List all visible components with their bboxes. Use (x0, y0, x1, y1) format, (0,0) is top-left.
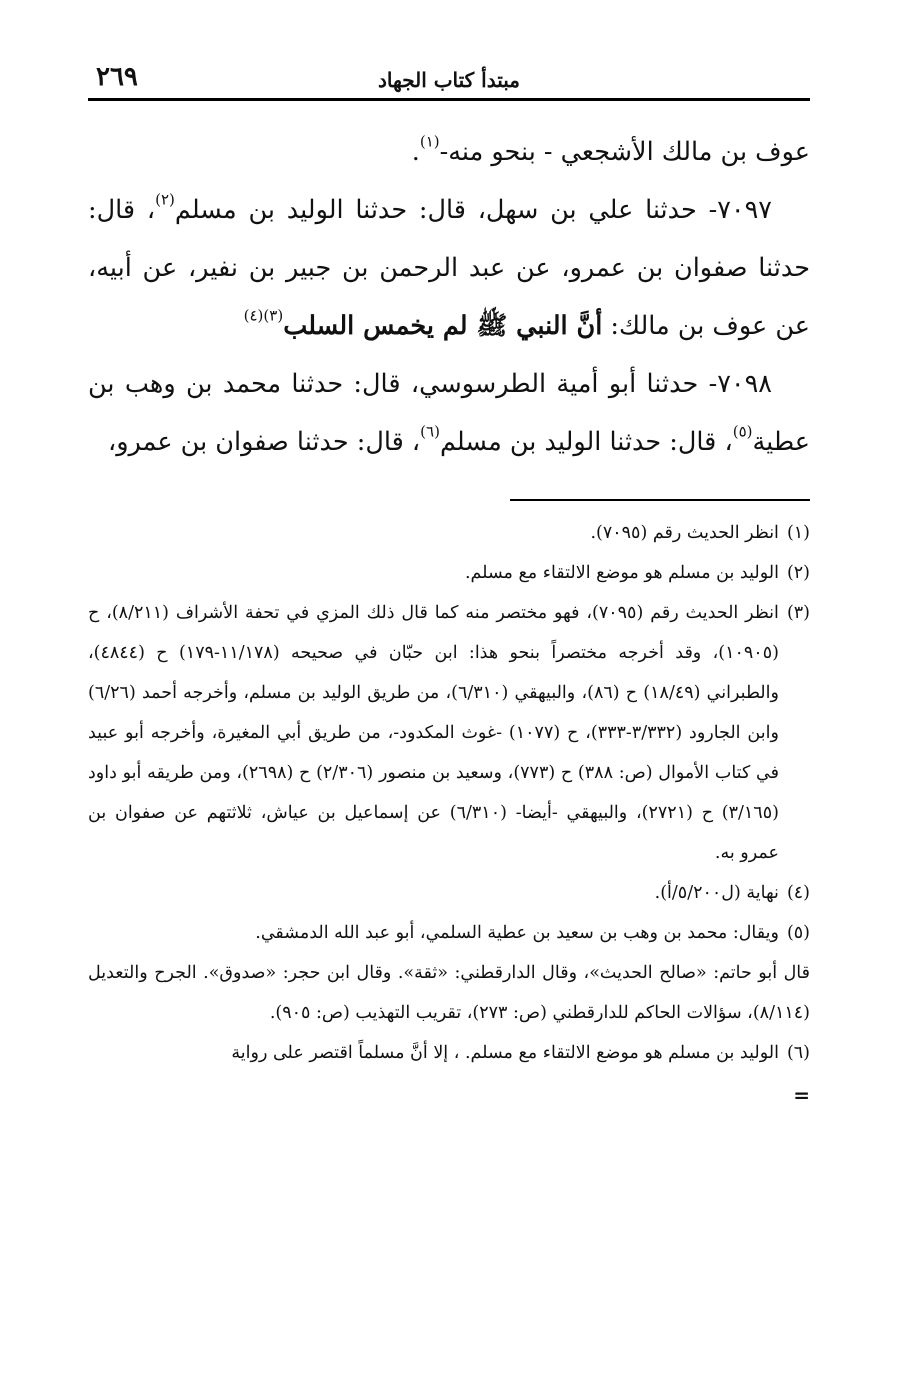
paragraph-1 (88, 123, 810, 181)
paragraph-1-end: . (411, 137, 420, 167)
main-text (88, 123, 810, 471)
footnote-number: (٢) (786, 563, 810, 583)
footnote-ref-5: (٥) (732, 422, 753, 441)
footnote-5-continuation: قال أبو حاتم: «صالح الحديث»، وقال الدارقطني: «ثقة». وقال ابن حجر: «صدوق». الجرح والتعديل (٨/١١٤)، سؤالات الحاكم للدارقطني (ص: ٢٧٣)، تقريب التهذيب (ص: ٩٠٥). (88, 963, 810, 1023)
book-page (88, 60, 810, 1115)
footnote-number: (١) (786, 523, 810, 543)
footnote-number: (٣) (786, 603, 810, 623)
hadith-7098-chain-b: ، قال: حدثنا صفوان بن عمرو، (108, 427, 421, 457)
footnote-text: ويقال: محمد بن وهب بن سعيد بن عطية السلمي، أبو عبد الله الدمشقي. (255, 923, 779, 943)
hadith-7098-chain-a: ، قال: حدثنا الوليد بن مسلم (439, 427, 733, 457)
footnote-text: انظر الحديث رقم (٧٠٩٥)، فهو مختصر منه كما قال ذلك المزي في تحفة الأشراف (٨/٢١١)، ح (١٠٩٠٥)، وقد أخرجه مختصراً بنحو هذا: ابن حبّان في صحيحه (١١/١٧٨-١٧٩) ح (٤٨٤٤)، والطبراني (١٨/٤٩) ح (٨٦)، والبيهقي (٦/٣١٠)، من طريق الوليد بن مسلم، وأخرجه أحمد (٦/٢٦) وابن الجارود (٣/٣٣٢-٣٣٣)، ح (١٠٧٧) -غوث المكدود-، من طريق أبي المغيرة، وأخرجه أبو عبيد في كتاب الأموال (ص: ٣٨٨) ح (٧٧٣)، وسعيد بن منصور (٢/٣٠٦) ح (٢٦٩٨)، ومن طريقه أبو داود (٣/١٦٥) ح (٢٧٢١)، والبيهقي -أيضا- (٦/٣١٠) عن إسماعيل بن عياش، ثلاثتهم عن صفوان بن عمرو به. (88, 603, 779, 863)
hadith-7097 (88, 181, 810, 355)
header-rule (88, 98, 810, 101)
hadith-7098 (88, 355, 810, 471)
footnote-1 (88, 513, 810, 553)
footnote-ref-6: (٦) (420, 422, 440, 441)
running-title: مبتدأ كتاب الجهاد (377, 68, 521, 92)
footnote-text: انظر الحديث رقم (٧٠٩٥). (590, 523, 779, 543)
hadith-7098-isnad: ٧٠٩٨- حدثنا أبو أمية الطرسوسي، قال: حدثنا محمد بن وهب بن عطية (88, 369, 810, 457)
footnote-ref-1: (١) (419, 132, 440, 151)
footnote-number: (٦) (786, 1043, 810, 1063)
running-header (88, 60, 810, 98)
footnote-ref-3-4: (٣)(٤) (243, 306, 284, 325)
footnote-ref-2: (٢) (155, 190, 175, 209)
footnote-3 (88, 593, 810, 873)
footnote-text: الوليد بن مسلم هو موضع الالتقاء مع مسلم. (464, 563, 779, 583)
footnote-text: نهاية (ل٥/٢٠٠/أ). (654, 883, 779, 903)
hadith-7097-isnad: ٧٠٩٧- حدثنا علي بن سهل، قال: حدثنا الوليد بن مسلم (174, 195, 772, 225)
page-number: ٢٦٩ (96, 62, 138, 92)
footnote-separator (510, 499, 810, 501)
footnote-5 (88, 913, 810, 953)
paragraph-1-text: عوف بن مالك الأشجعي - بنحو منه- (439, 137, 810, 167)
hadith-7097-matn: أنَّ النبي ﷺ لم يخمس السلب (283, 311, 603, 341)
hadith-7097-chain: ، قال: حدثنا صفوان بن عمرو، عن عبد الرحمن بن جبير بن نفير، عن أبيه، عن عوف بن مالك: (88, 195, 810, 341)
footnote-number: (٥) (786, 923, 810, 943)
footnote-number: (٤) (786, 883, 810, 903)
footnote-text: الوليد بن مسلم هو موضع الالتقاء مع مسلم. ، إلا أنَّ مسلماً اقتصر على رواية (231, 1043, 779, 1063)
footnotes (88, 513, 810, 1115)
continuation-mark: = (793, 1083, 810, 1107)
footnote-4 (88, 873, 810, 913)
footnote-2 (88, 553, 810, 593)
footnote-6 (88, 1033, 810, 1073)
